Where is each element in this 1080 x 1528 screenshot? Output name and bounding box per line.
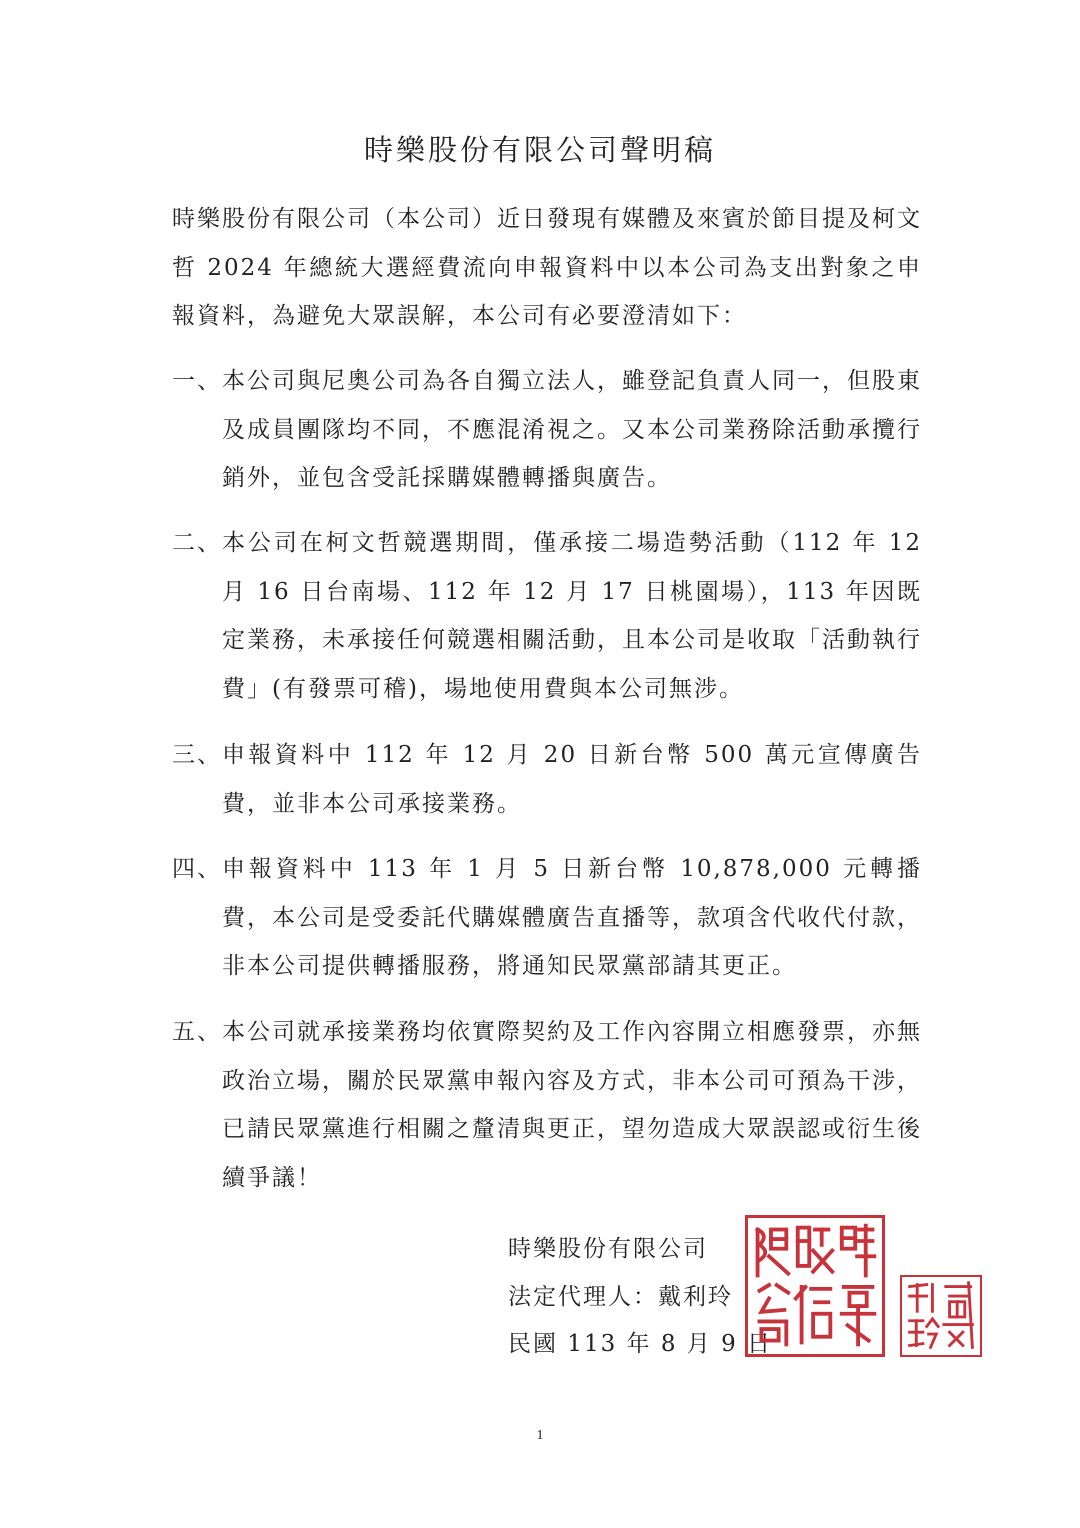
personal-seal-icon <box>902 1277 980 1355</box>
page-number: 1 <box>536 1428 544 1443</box>
list-item-1 <box>172 357 922 503</box>
signature-company: 時樂股份有限公司 <box>508 1236 708 1262</box>
list-item-text: 本公司就承接業務均依實際契約及工作內容開立相應發票，亦無政治立場，關於民眾黨申報內容及方式，非本公司可預為干涉，已請民眾黨進行相關之釐清與更正，望勿造成大眾誤認或衍生後續爭議！ <box>222 1019 922 1191</box>
company-seal-icon <box>748 1218 882 1354</box>
personal-seal-stamp <box>900 1275 982 1357</box>
list-item-text: 本公司在柯文哲競選期間，僅承接二場造勢活動（112 年 12 月 16 日台南場、112 年 12 月 17 日桃園場），113 年因既定業務，未承接任何競選相關活動，且本公司是收取「活動執行費」(有發票可稽)，場地使用費與本公司無涉。 <box>222 530 922 702</box>
list-item-number: 四、 <box>172 856 222 882</box>
signature-date: 民國 113 年 8 月 9 日 <box>508 1331 773 1357</box>
list-item-2 <box>172 519 922 713</box>
list-item-3 <box>172 731 922 828</box>
list-item-number: 二、 <box>172 530 222 556</box>
list-item-number: 五、 <box>172 1019 222 1045</box>
list-item-number: 三、 <box>172 742 222 768</box>
intro-paragraph: 時樂股份有限公司（本公司）近日發現有媒體及來賓於節目提及柯文哲 2024 年總統大選經費流向申報資料中以本公司為支出對象之申報資料，為避免大眾誤解，本公司有必要澄清如下： <box>172 206 922 329</box>
list-item-5 <box>172 1008 922 1202</box>
list-item-text: 申報資料中 113 年 1 月 5 日新台幣 10,878,000 元轉播費，本公司是受委託代購媒體廣告直播等，款項含代收代付款，非本公司提供轉播服務，將通知民眾黨部請其更正。 <box>222 856 922 979</box>
list-item-4 <box>172 845 922 991</box>
signature-representative: 法定代理人：戴利玲 <box>508 1284 733 1310</box>
list-item-number: 一、 <box>172 368 222 394</box>
list-item-text: 本公司與尼奧公司為各自獨立法人，雖登記負責人同一，但股東及成員團隊均不同，不應混淆視之。又本公司業務除活動承攬行銷外，並包含受託採購媒體轉播與廣告。 <box>222 368 922 491</box>
company-seal-stamp <box>745 1215 885 1357</box>
document-title: 時樂股份有限公司聲明稿 <box>363 133 716 167</box>
list-item-text: 申報資料中 112 年 12 月 20 日新台幣 500 萬元宣傳廣告費，並非本公司承接業務。 <box>222 742 922 817</box>
